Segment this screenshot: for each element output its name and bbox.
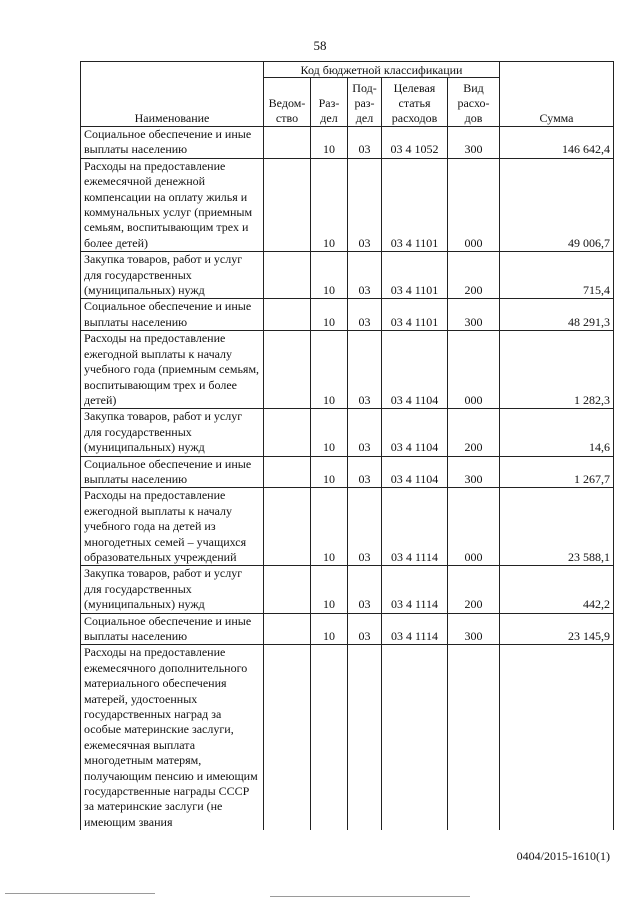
row-razdel-cell [311, 645, 348, 830]
row-target-article-cell [382, 645, 448, 830]
row-expense-type-cell: 200 [448, 566, 500, 613]
row-name-cell: Закупка товаров, работ и услуг для государственных (муниципальных) нужд [81, 566, 264, 613]
row-razdel-cell: 10 [311, 252, 348, 299]
row-sum-cell: 1 267,7 [500, 456, 614, 488]
row-sum-cell: 715,4 [500, 252, 614, 299]
row-podrazdel-cell: 03 [348, 252, 382, 299]
row-sum-cell: 23 145,9 [500, 613, 614, 645]
row-podrazdel-cell: 03 [348, 613, 382, 645]
row-vedomstvo-cell [264, 488, 311, 566]
row-expense-type-cell [448, 645, 500, 830]
row-name-cell: Закупка товаров, работ и услуг для государственных (муниципальных) нужд [81, 252, 264, 299]
row-podrazdel-cell: 03 [348, 488, 382, 566]
row-vedomstvo-cell [264, 127, 311, 159]
header-razdel [311, 78, 348, 127]
table-row [81, 613, 614, 645]
header-vedomstvo [264, 78, 311, 127]
table-body [81, 127, 614, 831]
row-razdel-cell: 10 [311, 456, 348, 488]
row-podrazdel-cell [348, 645, 382, 830]
table-row [81, 299, 614, 331]
budget-table [80, 61, 614, 830]
row-vedomstvo-cell [264, 456, 311, 488]
row-podrazdel-cell: 03 [348, 331, 382, 409]
table-row [81, 127, 614, 159]
row-target-article-cell: 03 4 1104 [382, 331, 448, 409]
row-target-article-cell: 03 4 1101 [382, 299, 448, 331]
row-podrazdel-cell: 03 [348, 127, 382, 159]
row-expense-type-cell: 300 [448, 299, 500, 331]
row-name-cell: Расходы на предоставление ежегодной выплаты к началу учебного года на детей из многодетных семей – учащихся образовательных учреждений [81, 488, 264, 566]
row-vedomstvo-cell [264, 252, 311, 299]
row-sum-cell: 442,2 [500, 566, 614, 613]
row-expense-type-cell: 300 [448, 456, 500, 488]
row-podrazdel-cell: 03 [348, 409, 382, 456]
table-row [81, 409, 614, 456]
row-vedomstvo-cell [264, 299, 311, 331]
header-budget-classification: Код бюджетной классификации [264, 62, 500, 78]
row-vedomstvo-cell [264, 409, 311, 456]
row-name-cell: Расходы на предоставление ежемесячного дополнительного материального обеспечения матерей, удостоенных государственных наград за особые материнские заслуги, ежемесячная выплата многодетным матерям, получающим пенсию и имеющим государственные награды СССР за материнские заслуги (не имеющим звания [81, 645, 264, 830]
row-name-cell: Расходы на предоставление ежемесячной денежной компенсации на оплату жилья и коммунальных услуг (приемным семьям, воспитывающим трех и более детей) [81, 158, 264, 251]
header-row-group [81, 62, 614, 78]
header-target-article [382, 78, 448, 127]
row-sum-cell: 49 006,7 [500, 158, 614, 251]
header-expense-type [448, 78, 500, 127]
page-number: 58 [313, 38, 327, 53]
header-podrazdel [348, 78, 382, 127]
row-vedomstvo-cell [264, 331, 311, 409]
row-name-cell: Расходы на предоставление ежегодной выплаты к началу учебного года (приемным семьям, воспитывающим трех и более детей) [81, 331, 264, 409]
row-podrazdel-cell: 03 [348, 456, 382, 488]
row-name-cell: Закупка товаров, работ и услуг для государственных (муниципальных) нужд [81, 409, 264, 456]
row-sum-cell [500, 645, 614, 830]
header-razdel-label: Раз-дел [318, 96, 340, 125]
row-razdel-cell: 10 [311, 331, 348, 409]
row-target-article-cell: 03 4 1104 [382, 456, 448, 488]
scan-artifact-line [5, 893, 155, 894]
row-razdel-cell: 10 [311, 299, 348, 331]
row-razdel-cell: 10 [311, 613, 348, 645]
table-row [81, 252, 614, 299]
row-vedomstvo-cell [264, 158, 311, 251]
row-expense-type-cell: 000 [448, 331, 500, 409]
row-name-cell: Социальное обеспечение и иные выплаты населению [81, 299, 264, 331]
table-row [81, 331, 614, 409]
row-sum-cell: 14,6 [500, 409, 614, 456]
row-podrazdel-cell: 03 [348, 299, 382, 331]
row-name-cell: Социальное обеспечение и иные выплаты населению [81, 127, 264, 159]
row-podrazdel-cell: 03 [348, 566, 382, 613]
row-expense-type-cell: 300 [448, 613, 500, 645]
row-podrazdel-cell: 03 [348, 158, 382, 251]
header-target-article-label: Целевая статья расходов [391, 81, 438, 125]
table-row [81, 158, 614, 251]
row-name-cell: Социальное обеспечение и иные выплаты населению [81, 613, 264, 645]
row-expense-type-cell: 000 [448, 158, 500, 251]
row-sum-cell: 48 291,3 [500, 299, 614, 331]
row-sum-cell: 23 588,1 [500, 488, 614, 566]
row-expense-type-cell: 000 [448, 488, 500, 566]
row-razdel-cell: 10 [311, 488, 348, 566]
row-target-article-cell: 03 4 1114 [382, 488, 448, 566]
table-row [81, 456, 614, 488]
row-target-article-cell: 03 4 1104 [382, 409, 448, 456]
row-expense-type-cell: 300 [448, 127, 500, 159]
row-target-article-cell: 03 4 1101 [382, 252, 448, 299]
row-sum-cell: 1 282,3 [500, 331, 614, 409]
header-vedomstvo-label: Ведом-ство [268, 96, 306, 125]
row-expense-type-cell: 200 [448, 252, 500, 299]
scan-artifact-line [270, 896, 470, 897]
row-name-cell: Социальное обеспечение и иные выплаты населению [81, 456, 264, 488]
row-sum-cell: 146 642,4 [500, 127, 614, 159]
row-razdel-cell: 10 [311, 127, 348, 159]
row-target-article-cell: 03 4 1052 [382, 127, 448, 159]
row-target-article-cell: 03 4 1114 [382, 613, 448, 645]
table-row [81, 488, 614, 566]
row-target-article-cell: 03 4 1101 [382, 158, 448, 251]
table-row [81, 566, 614, 613]
header-podrazdel-label: Под-раз-дел [352, 81, 377, 125]
row-vedomstvo-cell [264, 645, 311, 830]
document-code: 0404/2015-1610(1) [516, 849, 610, 863]
row-razdel-cell: 10 [311, 158, 348, 251]
header-name: Наименование [81, 62, 264, 127]
header-expense-type-label: Вид расхо-дов [457, 81, 490, 125]
row-razdel-cell: 10 [311, 409, 348, 456]
row-target-article-cell: 03 4 1114 [382, 566, 448, 613]
header-sum: Сумма [500, 62, 614, 127]
row-razdel-cell: 10 [311, 566, 348, 613]
row-vedomstvo-cell [264, 566, 311, 613]
row-vedomstvo-cell [264, 613, 311, 645]
row-expense-type-cell: 200 [448, 409, 500, 456]
table-row [81, 645, 614, 830]
